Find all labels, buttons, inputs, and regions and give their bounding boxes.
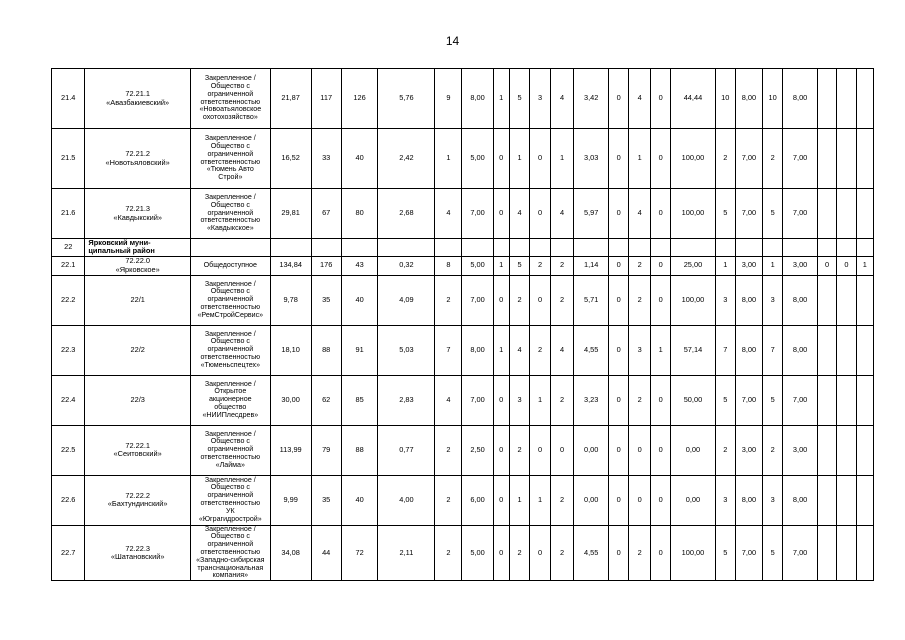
- value-cell: 0: [650, 256, 670, 275]
- value-cell: 0: [608, 69, 628, 129]
- value-cell: 7,00: [783, 525, 817, 581]
- value-cell: 44: [311, 525, 341, 581]
- value-cell: 5: [762, 525, 782, 581]
- value-cell: [856, 189, 873, 239]
- value-cell: 4: [509, 189, 529, 239]
- value-cell: 5,71: [574, 275, 608, 325]
- value-cell: 0: [530, 129, 550, 189]
- value-cell: 2: [629, 256, 651, 275]
- value-cell: [856, 239, 873, 257]
- value-cell: 1: [530, 475, 550, 525]
- value-cell: 8,00: [783, 475, 817, 525]
- value-cell: [837, 189, 856, 239]
- value-cell: 9,99: [270, 475, 311, 525]
- value-cell: [837, 425, 856, 475]
- value-cell: 2: [715, 129, 735, 189]
- value-cell: 44,44: [671, 69, 715, 129]
- value-cell: [837, 69, 856, 129]
- value-cell: [837, 475, 856, 525]
- hunting-ground-name: 72.21.3 «Кавдыкский»: [85, 189, 191, 239]
- table-row: [52, 239, 874, 257]
- value-cell: [817, 525, 836, 581]
- value-cell: 4: [550, 189, 574, 239]
- value-cell: [530, 239, 550, 257]
- value-cell: 2: [435, 525, 462, 581]
- value-cell: 100,00: [671, 275, 715, 325]
- value-cell: 5,03: [378, 325, 435, 375]
- value-cell: [837, 375, 856, 425]
- value-cell: 100,00: [671, 525, 715, 581]
- value-cell: 0: [837, 256, 856, 275]
- value-cell: 4: [629, 69, 651, 129]
- ground-category: Закрепленное / Общество с ограниченной ответственностью «Тюменьспецтех»: [190, 325, 270, 375]
- value-cell: 0: [650, 525, 670, 581]
- value-cell: 5: [715, 375, 735, 425]
- value-cell: 4: [435, 375, 462, 425]
- table-row: [52, 475, 874, 525]
- value-cell: 0: [608, 475, 628, 525]
- row-number: 22.7: [52, 525, 85, 581]
- value-cell: 5: [509, 69, 529, 129]
- value-cell: 8,00: [783, 325, 817, 375]
- row-number: 22.6: [52, 475, 85, 525]
- value-cell: 0: [650, 69, 670, 129]
- value-cell: 0: [608, 129, 628, 189]
- value-cell: 43: [341, 256, 378, 275]
- value-cell: 0: [530, 275, 550, 325]
- value-cell: 3,42: [574, 69, 608, 129]
- ground-category: Закрепленное / Общество с ограниченной ответственностью «Западно-сибирская транснациональная компания»: [190, 525, 270, 581]
- ground-category: Общедоступное: [190, 256, 270, 275]
- value-cell: 2,11: [378, 525, 435, 581]
- value-cell: [817, 189, 836, 239]
- value-cell: [856, 475, 873, 525]
- value-cell: 8,00: [783, 275, 817, 325]
- value-cell: 0: [650, 275, 670, 325]
- value-cell: [378, 239, 435, 257]
- value-cell: 91: [341, 325, 378, 375]
- value-cell: 2: [550, 256, 574, 275]
- value-cell: 88: [311, 325, 341, 375]
- value-cell: 2: [550, 375, 574, 425]
- hunting-grounds-table: [51, 68, 874, 581]
- value-cell: [762, 239, 782, 257]
- value-cell: [608, 239, 628, 257]
- value-cell: 7,00: [462, 375, 493, 425]
- value-cell: [817, 325, 836, 375]
- row-number: 22.1: [52, 256, 85, 275]
- value-cell: 126: [341, 69, 378, 129]
- value-cell: 0: [608, 256, 628, 275]
- value-cell: 4: [509, 325, 529, 375]
- value-cell: 4: [435, 189, 462, 239]
- value-cell: 3: [762, 275, 782, 325]
- value-cell: [270, 239, 311, 257]
- value-cell: [837, 129, 856, 189]
- hunting-ground-name: 72.21.1 «Авазбакиевский»: [85, 69, 191, 129]
- value-cell: 10: [762, 69, 782, 129]
- value-cell: 117: [311, 69, 341, 129]
- value-cell: 0,00: [671, 425, 715, 475]
- value-cell: 1: [550, 129, 574, 189]
- value-cell: [671, 239, 715, 257]
- value-cell: [856, 425, 873, 475]
- value-cell: 62: [311, 375, 341, 425]
- value-cell: 0: [530, 425, 550, 475]
- row-number: 22.2: [52, 275, 85, 325]
- value-cell: [341, 239, 378, 257]
- table-row: [52, 129, 874, 189]
- value-cell: 2: [530, 325, 550, 375]
- value-cell: 2,50: [462, 425, 493, 475]
- value-cell: 3,00: [783, 425, 817, 475]
- hunting-ground-name: 22/1: [85, 275, 191, 325]
- table-row: [52, 375, 874, 425]
- table-row: [52, 69, 874, 129]
- ground-category: Закрепленное / Общество с ограниченной ответственностью УК «Юграгидрострой»: [190, 475, 270, 525]
- value-cell: 5: [509, 256, 529, 275]
- value-cell: 4,55: [574, 325, 608, 375]
- value-cell: 7: [715, 325, 735, 375]
- value-cell: 2: [509, 525, 529, 581]
- value-cell: 8,00: [783, 69, 817, 129]
- value-cell: 0: [629, 425, 651, 475]
- value-cell: [435, 239, 462, 257]
- value-cell: [817, 69, 836, 129]
- value-cell: 0: [608, 325, 628, 375]
- value-cell: 2,68: [378, 189, 435, 239]
- value-cell: 8,00: [735, 275, 762, 325]
- value-cell: 0,00: [671, 475, 715, 525]
- value-cell: [837, 325, 856, 375]
- value-cell: [856, 129, 873, 189]
- value-cell: 0,00: [574, 425, 608, 475]
- value-cell: 134,84: [270, 256, 311, 275]
- hunting-ground-name: 72.22.0 «Ярковское»: [85, 256, 191, 275]
- value-cell: 5,00: [462, 256, 493, 275]
- value-cell: 2: [629, 275, 651, 325]
- value-cell: [817, 375, 836, 425]
- value-cell: 34,08: [270, 525, 311, 581]
- ground-category: Закрепленное / Открытое акционерное общество «НИИПлесдрев»: [190, 375, 270, 425]
- value-cell: 72: [341, 525, 378, 581]
- value-cell: 0: [650, 129, 670, 189]
- value-cell: 7,00: [735, 525, 762, 581]
- row-number: 22.4: [52, 375, 85, 425]
- value-cell: 3: [762, 475, 782, 525]
- value-cell: 35: [311, 475, 341, 525]
- value-cell: 7: [435, 325, 462, 375]
- value-cell: 4,55: [574, 525, 608, 581]
- value-cell: 7,00: [783, 375, 817, 425]
- value-cell: 7,00: [783, 129, 817, 189]
- value-cell: [856, 525, 873, 581]
- value-cell: 7,00: [735, 375, 762, 425]
- value-cell: 5,97: [574, 189, 608, 239]
- value-cell: 0: [493, 425, 509, 475]
- value-cell: 3,23: [574, 375, 608, 425]
- value-cell: 5: [715, 189, 735, 239]
- table-row: [52, 189, 874, 239]
- value-cell: 0: [608, 275, 628, 325]
- value-cell: 1: [493, 256, 509, 275]
- value-cell: 100,00: [671, 189, 715, 239]
- value-cell: 3: [715, 275, 735, 325]
- value-cell: 0: [493, 189, 509, 239]
- value-cell: 5: [762, 189, 782, 239]
- value-cell: 57,14: [671, 325, 715, 375]
- value-cell: 67: [311, 189, 341, 239]
- ground-category: Закрепленное / Общество с ограниченной ответственностью «Лайма»: [190, 425, 270, 475]
- value-cell: 2,42: [378, 129, 435, 189]
- value-cell: 3,00: [735, 256, 762, 275]
- value-cell: 0: [650, 375, 670, 425]
- value-cell: [462, 239, 493, 257]
- value-cell: 3,00: [735, 425, 762, 475]
- value-cell: [650, 239, 670, 257]
- value-cell: 40: [341, 475, 378, 525]
- value-cell: 1,14: [574, 256, 608, 275]
- value-cell: 40: [341, 275, 378, 325]
- ground-category: Закрепленное / Общество с ограниченной ответственностью «Новоатьяловское охотохозяйство»: [190, 69, 270, 129]
- value-cell: 2: [715, 425, 735, 475]
- value-cell: 7,00: [462, 189, 493, 239]
- value-cell: [783, 239, 817, 257]
- value-cell: 1: [509, 129, 529, 189]
- value-cell: 2: [550, 475, 574, 525]
- ground-category: [190, 239, 270, 257]
- value-cell: 0: [650, 475, 670, 525]
- table-row: [52, 425, 874, 475]
- value-cell: 30,00: [270, 375, 311, 425]
- value-cell: 10: [715, 69, 735, 129]
- hunting-ground-name: 72.22.2 «Бахтундинский»: [85, 475, 191, 525]
- value-cell: 4,00: [378, 475, 435, 525]
- value-cell: 0: [817, 256, 836, 275]
- value-cell: [715, 239, 735, 257]
- value-cell: 2: [435, 425, 462, 475]
- value-cell: 8: [435, 256, 462, 275]
- value-cell: 3,00: [783, 256, 817, 275]
- value-cell: 0: [493, 129, 509, 189]
- value-cell: 7,00: [735, 189, 762, 239]
- row-number: 21.4: [52, 69, 85, 129]
- value-cell: 0: [629, 475, 651, 525]
- hunting-ground-name: Ярковский муни- ципальный район: [85, 239, 191, 257]
- value-cell: 21,87: [270, 69, 311, 129]
- value-cell: 2: [550, 275, 574, 325]
- value-cell: 29,81: [270, 189, 311, 239]
- value-cell: [817, 475, 836, 525]
- value-cell: 1: [650, 325, 670, 375]
- value-cell: [493, 239, 509, 257]
- value-cell: 0: [530, 525, 550, 581]
- value-cell: 4: [629, 189, 651, 239]
- value-cell: [550, 239, 574, 257]
- value-cell: [817, 425, 836, 475]
- value-cell: 5,00: [462, 525, 493, 581]
- value-cell: 3: [629, 325, 651, 375]
- value-cell: 0: [493, 525, 509, 581]
- value-cell: [311, 239, 341, 257]
- value-cell: [837, 275, 856, 325]
- value-cell: 2: [435, 275, 462, 325]
- row-number: 22.3: [52, 325, 85, 375]
- value-cell: 2: [509, 425, 529, 475]
- value-cell: 0: [650, 425, 670, 475]
- value-cell: 9,78: [270, 275, 311, 325]
- value-cell: 2: [629, 525, 651, 581]
- value-cell: 33: [311, 129, 341, 189]
- value-cell: 0: [608, 375, 628, 425]
- value-cell: [817, 129, 836, 189]
- value-cell: 7,00: [735, 129, 762, 189]
- value-cell: 0: [608, 189, 628, 239]
- value-cell: 4: [550, 325, 574, 375]
- value-cell: 8,00: [735, 325, 762, 375]
- value-cell: 176: [311, 256, 341, 275]
- value-cell: 8,00: [462, 69, 493, 129]
- value-cell: 5: [715, 525, 735, 581]
- value-cell: 7,00: [462, 275, 493, 325]
- hunting-ground-name: 22/2: [85, 325, 191, 375]
- value-cell: 1: [856, 256, 873, 275]
- value-cell: 16,52: [270, 129, 311, 189]
- value-cell: 3: [509, 375, 529, 425]
- value-cell: 0: [608, 525, 628, 581]
- table-row: [52, 525, 874, 581]
- table-row: [52, 275, 874, 325]
- value-cell: 8,00: [735, 69, 762, 129]
- value-cell: 79: [311, 425, 341, 475]
- value-cell: 1: [435, 129, 462, 189]
- value-cell: 5,76: [378, 69, 435, 129]
- value-cell: 0: [650, 189, 670, 239]
- value-cell: 113,99: [270, 425, 311, 475]
- value-cell: 8,00: [462, 325, 493, 375]
- row-number: 22: [52, 239, 85, 257]
- value-cell: 1: [509, 475, 529, 525]
- value-cell: 2: [762, 425, 782, 475]
- value-cell: [574, 239, 608, 257]
- value-cell: [817, 239, 836, 257]
- value-cell: 18,10: [270, 325, 311, 375]
- value-cell: 2: [509, 275, 529, 325]
- value-cell: [856, 325, 873, 375]
- value-cell: [856, 375, 873, 425]
- value-cell: 3,03: [574, 129, 608, 189]
- value-cell: [509, 239, 529, 257]
- value-cell: 2,83: [378, 375, 435, 425]
- hunting-ground-name: 72.21.2 «Новотьяловский»: [85, 129, 191, 189]
- value-cell: 1: [629, 129, 651, 189]
- value-cell: 1: [715, 256, 735, 275]
- value-cell: 3: [530, 69, 550, 129]
- ground-category: Закрепленное / Общество с ограниченной ответственностью «РемСтройСервис»: [190, 275, 270, 325]
- value-cell: 1: [493, 69, 509, 129]
- hunting-ground-name: 72.22.1 «Сеитовский»: [85, 425, 191, 475]
- value-cell: 9: [435, 69, 462, 129]
- value-cell: 25,00: [671, 256, 715, 275]
- value-cell: 1: [530, 375, 550, 425]
- row-number: 21.5: [52, 129, 85, 189]
- value-cell: 2: [550, 525, 574, 581]
- value-cell: 2: [435, 475, 462, 525]
- value-cell: [856, 69, 873, 129]
- value-cell: 0: [493, 275, 509, 325]
- value-cell: 5: [762, 375, 782, 425]
- hunting-ground-name: 72.22.3 «Шатановский»: [85, 525, 191, 581]
- value-cell: 4: [550, 69, 574, 129]
- value-cell: [837, 239, 856, 257]
- value-cell: 50,00: [671, 375, 715, 425]
- value-cell: 40: [341, 129, 378, 189]
- value-cell: 7: [762, 325, 782, 375]
- value-cell: 4,09: [378, 275, 435, 325]
- value-cell: 88: [341, 425, 378, 475]
- value-cell: 100,00: [671, 129, 715, 189]
- value-cell: 2: [530, 256, 550, 275]
- value-cell: 6,00: [462, 475, 493, 525]
- value-cell: 35: [311, 275, 341, 325]
- value-cell: [856, 275, 873, 325]
- ground-category: Закрепленное / Общество с ограниченной ответственностью «Тюмень Авто Строй»: [190, 129, 270, 189]
- value-cell: 3: [715, 475, 735, 525]
- value-cell: 0,00: [574, 475, 608, 525]
- table-row: [52, 325, 874, 375]
- value-cell: 0: [530, 189, 550, 239]
- value-cell: [817, 275, 836, 325]
- value-cell: 1: [493, 325, 509, 375]
- value-cell: 0,32: [378, 256, 435, 275]
- value-cell: 85: [341, 375, 378, 425]
- value-cell: 8,00: [735, 475, 762, 525]
- value-cell: [837, 525, 856, 581]
- ground-category: Закрепленное / Общество с ограниченной ответственностью «Кавдыкское»: [190, 189, 270, 239]
- value-cell: 2: [629, 375, 651, 425]
- value-cell: 1: [762, 256, 782, 275]
- row-number: 21.6: [52, 189, 85, 239]
- value-cell: 0,77: [378, 425, 435, 475]
- row-number: 22.5: [52, 425, 85, 475]
- value-cell: 0: [550, 425, 574, 475]
- value-cell: 2: [762, 129, 782, 189]
- value-cell: [629, 239, 651, 257]
- value-cell: 0: [493, 475, 509, 525]
- value-cell: 80: [341, 189, 378, 239]
- page-number: 14: [445, 34, 460, 48]
- value-cell: 7,00: [783, 189, 817, 239]
- hunting-ground-name: 22/3: [85, 375, 191, 425]
- value-cell: [735, 239, 762, 257]
- table-row: [52, 256, 874, 275]
- value-cell: 5,00: [462, 129, 493, 189]
- value-cell: 0: [608, 425, 628, 475]
- value-cell: 0: [493, 375, 509, 425]
